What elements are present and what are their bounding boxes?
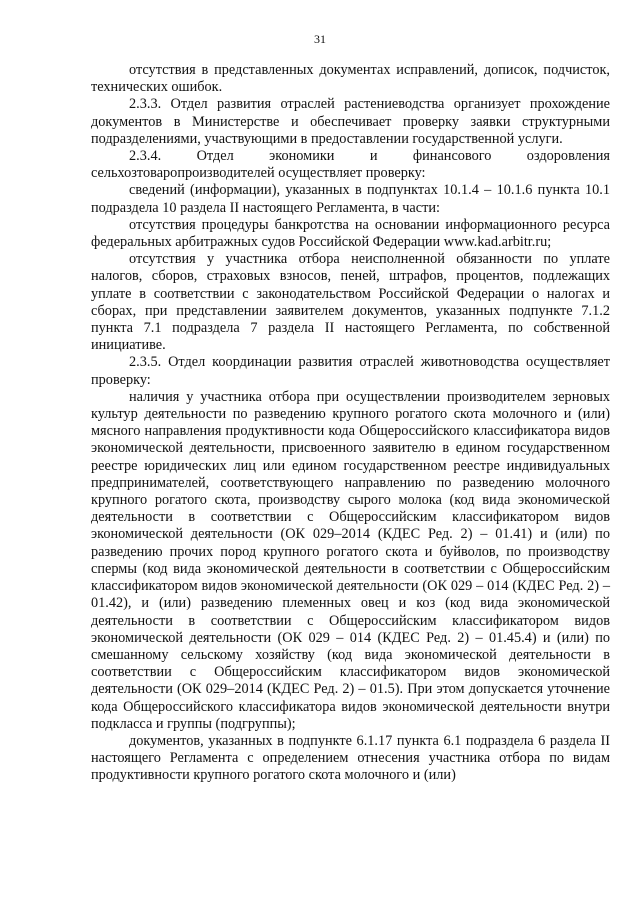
paragraph-2-3-3: 2.3.3. Отдел развития отраслей растениеводства организует прохождение документов в Министерстве и обеспечивает проверку заявки структурными подразделениями, участвующими в предоставлении государственной услуги.: [91, 96, 610, 147]
paragraph-documents: документов, указанных в подпункте 6.1.17 пункта 6.1 подраздела 6 раздела II настоящего Регламента с определением отнесения участника отбора по видам продуктивности крупного рогатого скота молочного и (или): [91, 732, 610, 784]
document-body: [91, 62, 610, 785]
paragraph-tax-obligations: отсутствия у участника отбора неисполненной обязанности по уплате налогов, сборов, страховых взносов, пеней, штрафов, процентов, подлежащих уплате в соответствии с законодательством Российской Федерации о налогах и сборах, при представлении заявителем документов, указанных подпункте 7.1.2 пункта 7.1 подраздела 7 раздела II настоящего Регламента, по собственной инициативе.: [91, 251, 610, 354]
paragraph-2-3-4: 2.3.4. Отдел экономики и финансового оздоровления сельхозтоваропроизводителей осуществляет проверку:: [91, 148, 610, 182]
paragraph-info-check: сведений (информации), указанных в подпунктах 10.1.4 – 10.1.6 пункта 10.1 подраздела 10 раздела II настоящего Регламента, в части:: [91, 182, 610, 216]
paragraph-bankruptcy: отсутствия процедуры банкротства на основании информационного ресурса федеральных арбитражных судов Российской Федерации www.kad.arbitr.ru;: [91, 216, 610, 251]
paragraph-1: отсутствия в представленных документах исправлений, дописок, подчисток, технических ошибок.: [91, 62, 610, 96]
paragraph-okved-codes: наличия у участника отбора при осуществлении производителем зерновых культур деятельности по разведению крупного рогатого скота молочного и (или) мясного направления продуктивности кода Общероссийского классификатора видов экономической деятельности, присвоенного заявителю в едином государственном реестре юридических лиц или едином государственном реестре индивидуальных предпринимателей, соответствующего направлению по разведению молочного крупного рогатого скота, производству сырого молока (код вида экономической деятельности в соответствии с Общероссийским классификатором видов экономической деятельности (ОК 029–2014 (КДЕС Ред. 2) – 01.41) и (или) по разведению прочих пород крупного рогатого скота и буйволов, по производству спермы (код вида экономической деятельности в соответствии с Общероссийским классификатором видов экономической деятельности (ОК 029 – 014 (КДЕС Ред. 2) – 01.42), и (или) разведению племенных овец и коз (код вида экономической деятельности в соответствии с Общероссийским классификатором видов экономической деятельности (ОК 029 – 014 (КДЕС Ред. 2) – 01.45.4) и (или) по смешанному сельскому хозяйству (код вида экономической деятельности в соответствии с Общероссийским классификатором видов экономической деятельности (ОК 029–2014 (КДЕС Ред. 2) – 01.5). При этом допускается уточнение кода Общероссийского классификатора видов экономической деятельности внутри подкласса и группы (подгруппы);: [91, 388, 610, 732]
paragraph-2-3-5: 2.3.5. Отдел координации развития отраслей животноводства осуществляет проверку:: [91, 354, 610, 388]
page-number: 31: [314, 32, 326, 46]
